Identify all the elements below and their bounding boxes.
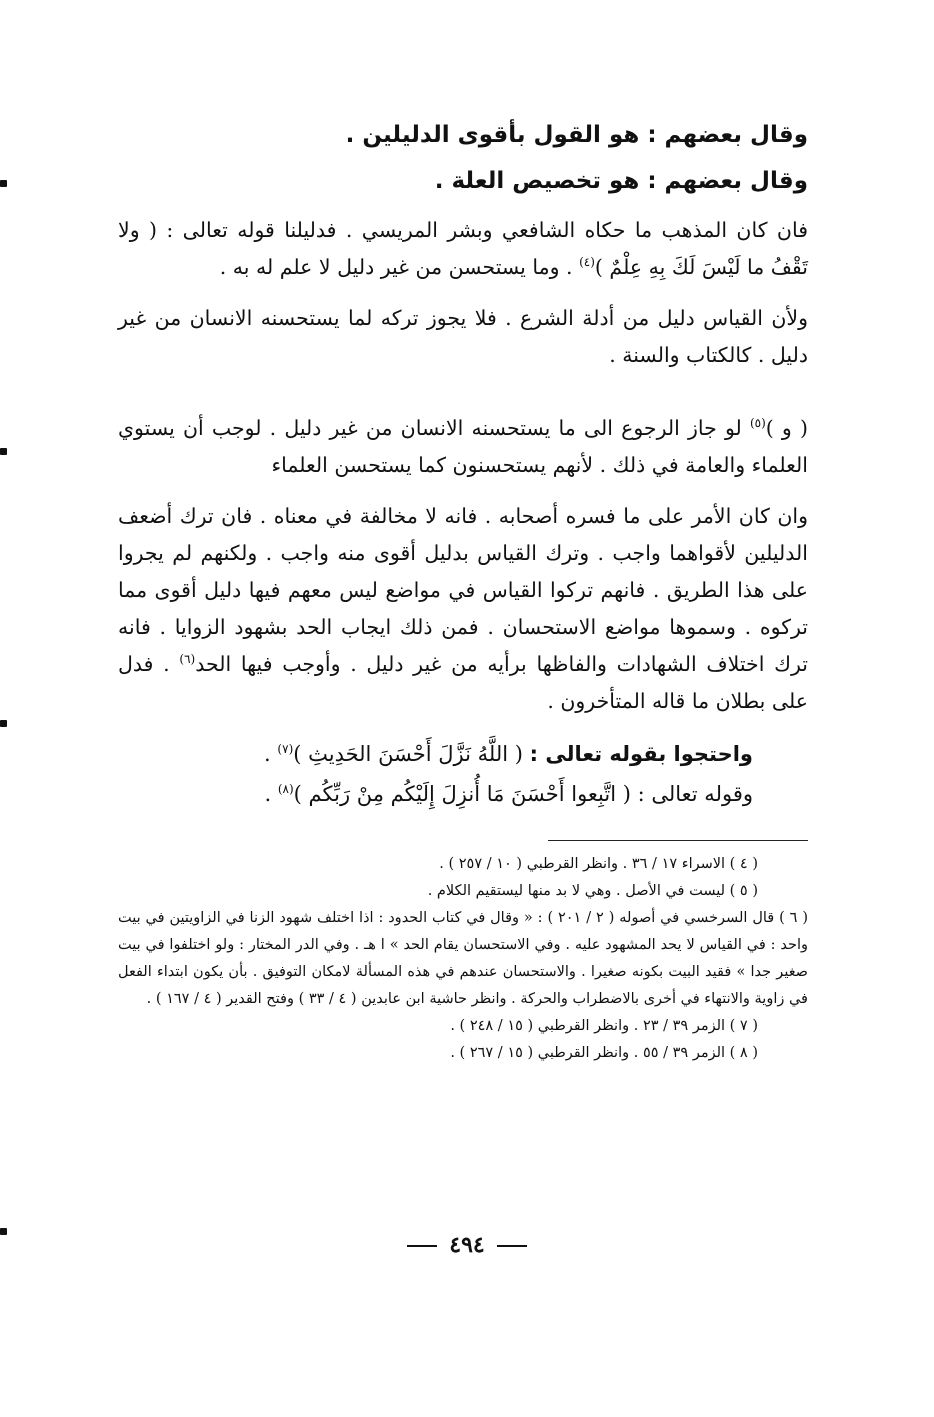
- scan-edge-mark: [0, 448, 7, 455]
- page-number: [0, 1232, 934, 1258]
- scan-edge-mark: [0, 180, 7, 187]
- footnote-ref-8[interactable]: (٨): [277, 782, 294, 796]
- verse-1-tail: .: [264, 742, 271, 766]
- paragraph-1: [118, 212, 808, 286]
- footnote-7: ( ٧ ) الزمر ٣٩ / ٢٣ . وانظر القرطبي ( ١٥ / ٢٤٨ ) .: [450, 1018, 758, 1034]
- paragraph-3-tail: لو جاز الرجوع الى ما يستحسنه الانسان من غير دليل . لوجب أن يستوي العلماء والعامة في ذلك . لأنهم يستحسنون كما يستحسن العلماء: [118, 416, 808, 477]
- page-number-value: ٤٩٤: [449, 1232, 485, 1258]
- footnote-divider: [548, 840, 808, 841]
- footnote-5: ( ٥ ) ليست في الأصل . وهي لا بد منها ليستقيم الكلام .: [427, 883, 758, 899]
- footnote-ref-7[interactable]: (٧): [277, 742, 294, 756]
- paragraph-3: [118, 410, 808, 484]
- paragraph-2-text: ولأن القياس دليل من أدلة الشرع . فلا يجوز تركه لما يستحسنه الانسان من غير دليل . كالكتاب والسنة .: [118, 306, 808, 367]
- paragraph-2: [118, 300, 808, 374]
- verse-line-1: [118, 734, 808, 774]
- heading-1: وقال بعضهم : هو القول بأقوى الدليلين .: [345, 122, 808, 148]
- scan-edge-mark: [0, 1228, 7, 1235]
- verse-2-text: وقوله تعالى : ( اتَّبِعوا أَحْسَنَ مَا أُنزِلَ إِلَيْكُم مِنْ رَبِّكُم ): [293, 782, 753, 806]
- footnote-ref-6[interactable]: (٦): [179, 652, 196, 667]
- verse-2-tail: .: [264, 782, 272, 806]
- footnote-8: ( ٨ ) الزمر ٣٩ / ٥٥ . وانظر القرطبي ( ١٥ / ٢٦٧ ) .: [450, 1045, 758, 1061]
- paragraph-4: [118, 498, 808, 720]
- paragraph-4-tail: . فدل على بطلان ما قاله المتأخرون .: [118, 652, 808, 713]
- paragraph-1-tail: . وما يستحسن من غير دليل لا علم له به .: [219, 255, 573, 279]
- page-number-dash-left: [407, 1245, 437, 1247]
- footnote-ref-4[interactable]: (٤): [579, 255, 595, 270]
- heading-2: وقال بعضهم : هو تخصيص العلة .: [434, 168, 808, 194]
- page-body: [118, 112, 808, 1067]
- footnotes: [118, 851, 808, 1067]
- verse-1-lead: واحتجوا بقوله تعالى :: [529, 742, 753, 766]
- footnote-6: ( ٦ ) قال السرخسي في أصوله ( ٢ / ٢٠١ ) : « وقال في كتاب الحدود : اذا اختلف شهود الزنا في الزاويتين في بيت واحد : في القياس لا يحد المشهود عليه . وفي الاستحسان يقام الحد » ا هـ . وفي الدر المختار : ولو اختلفوا في بيت صغير جدا » فقيد البيت بكونه صغيرا . والاستحسان عندهم في هذه المسألة لامكان التوفيق . بأن يكون ابتداء الفعل في زاوية والانتهاء في أخرى بالاضطراب والحركة . وانظر حاشية ابن عابدين ( ٤ / ٣٣ ) وفتح القدير ( ٤ / ١٦٧ ) .: [118, 910, 808, 1007]
- verse-line-2: [118, 774, 808, 814]
- footnote-4: ( ٤ ) الاسراء ١٧ / ٣٦ . وانظر القرطبي ( ١٠ / ٢٥٧ ) .: [439, 856, 758, 872]
- scan-edge-mark: [0, 720, 7, 727]
- page-number-dash-right: [497, 1245, 527, 1247]
- paragraph-3-text: ( و ): [765, 416, 808, 440]
- paragraph-4-text: وان كان الأمر على ما فسره أصحابه . فانه لا مخالفة في معناه . فان ترك أضعف الدليلين لأقواهما واجب . وترك القياس بدليل أقوى منه واجب . ولكنهم لم يجروا على هذا الطريق . فانهم تركوا القياس في مواضع ليس معهم فيها دليل أقوى مما تركوه . وسموها مواضع الاستحسان . فمن ذلك ايجاب الحد بشهود الزوايا . فانه ترك اختلاف الشهادات والفاظها برأيه من غير دليل . وأوجب فيها الحد: [118, 504, 808, 676]
- verse-1-text: ( اللَّهُ نَزَّلَ أَحْسَنَ الحَدِيثِ ): [293, 742, 523, 766]
- paragraph-1-text: فان كان المذهب ما حكاه الشافعي وبشر المريسي . فدليلنا قوله تعالى : ( ولا تَقْفُ ما لَيْسَ لَكَ بِهِ عِلْمٌ ): [118, 218, 808, 279]
- footnote-ref-5[interactable]: (٥): [749, 416, 766, 431]
